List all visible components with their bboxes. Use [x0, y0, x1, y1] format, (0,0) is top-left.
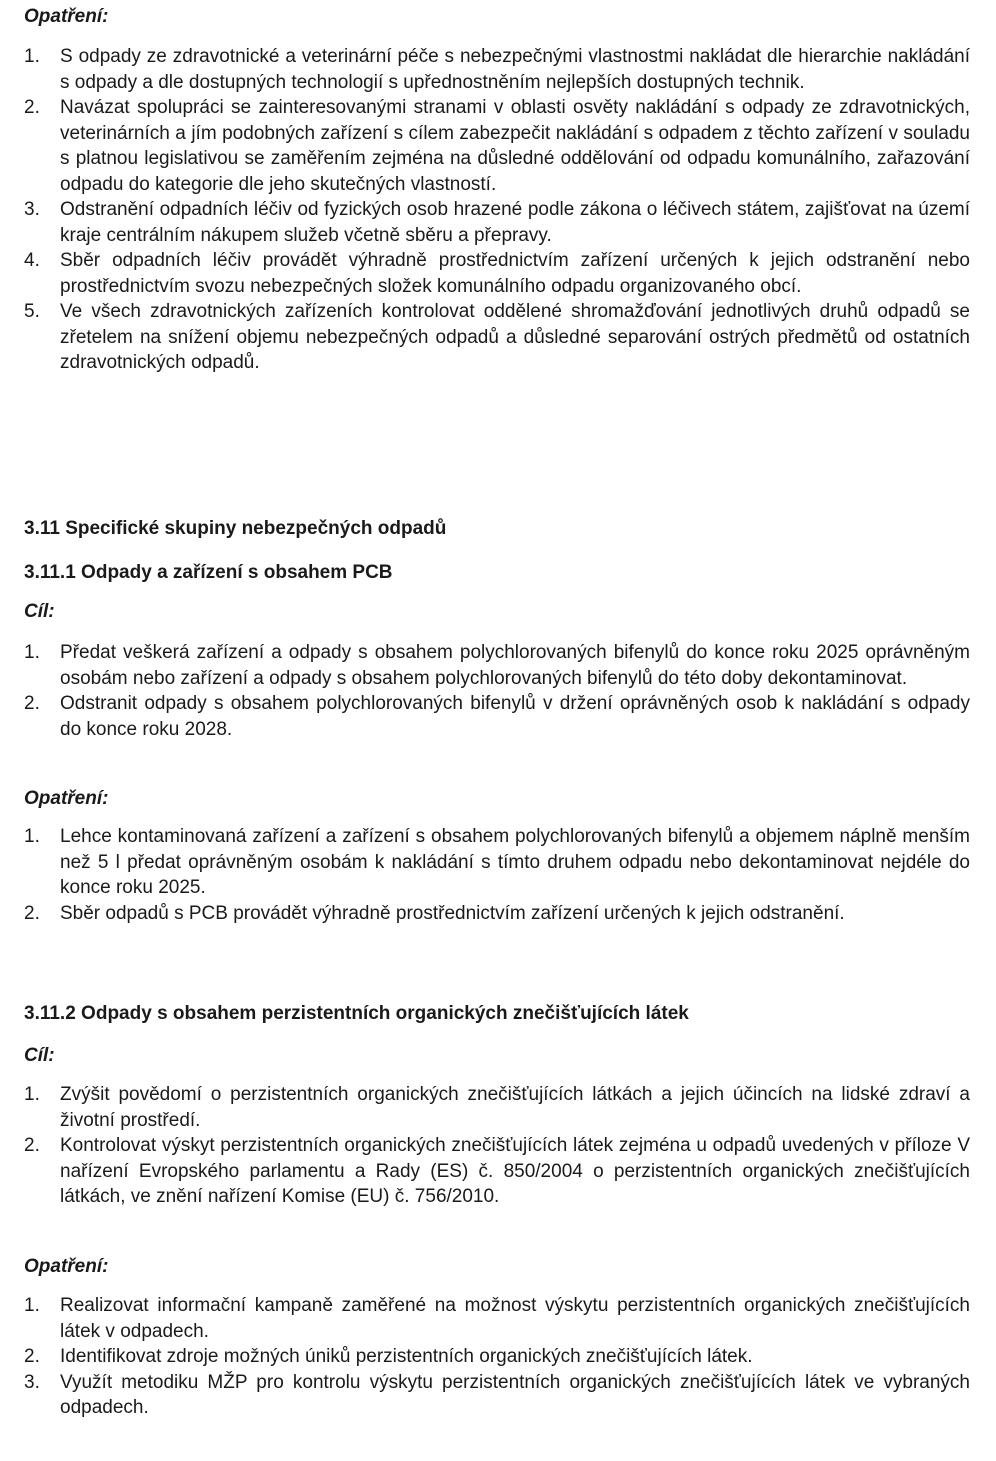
measures-block-waste-healthcare	[24, 4, 970, 29]
measures-heading: Opatření:	[24, 6, 109, 27]
list-item	[24, 640, 970, 691]
list-item-text: S odpady ze zdravotnické a veterinární péče s nebezpečnými vlastnostmi nakládat dle hierarchie nakládání s odpady a dle dostupných technologií s upřednostněním nejlepších dostupných technik.	[60, 46, 970, 93]
list-item-text: Realizovat informační kampaně zaměřené na možnost výskytu perzistentních organických znečišťujících látek v odpadech.	[60, 1295, 970, 1342]
list-item-text: Využít metodiku MŽP pro kontrolu výskytu perzistentních organických znečišťujících látek ve vybraných odpadech.	[60, 1371, 970, 1418]
list-item-text: Ve všech zdravotnických zařízeních kontrolovat oddělené shromažďování jednotlivých druhů odpadů se zřetelem na snížení objemu nebezpečných odpadů a důsledné separování ostrých předmětů od ostatních zdravotnických odpadů.	[60, 301, 970, 373]
list-item	[24, 824, 970, 901]
measures-list-pop	[24, 1293, 970, 1421]
list-item-number: 2.	[24, 693, 40, 714]
section-heading-3-11-1: 3.11.1 Odpady a zařízení s obsahem PCB	[24, 562, 393, 583]
list-item-number: 1.	[24, 642, 40, 663]
list-item	[24, 1082, 970, 1133]
list-item-text: Předat veškerá zařízení a odpady s obsahem polychlorovaných bifenylů do konce roku 2025 oprávněným osobám nebo zařízení a odpady s obsahem polychlorovaných bifenylů do této doby dekontaminovat.	[60, 642, 970, 689]
goal-list-pop	[24, 1082, 970, 1210]
list-item	[24, 299, 970, 376]
list-item-number: 3.	[24, 1371, 40, 1393]
list-item-number: 1.	[24, 1084, 40, 1105]
list-item-text: Zvýšit povědomí o perzistentních organických znečišťujících látkách a jejich účincích na lidské zdraví a životní prostředí.	[60, 1084, 970, 1131]
measures-list-pcb	[24, 824, 970, 926]
list-item-text: Lehce kontaminovaná zařízení a zařízení s obsahem polychlorovaných bifenylů a objemem náplně menším než 5 l předat oprávněným osobám k nakládání s tímto druhem odpadu nebo dekontaminovat nejdéle do konce roku 2025.	[60, 826, 970, 898]
list-item-text: Sběr odpadních léčiv provádět výhradně prostřednictvím zařízení určených k jejich odstranění nebo prostřednictvím svozu nebezpečných složek komunálního odpadu organizovaného obcí.	[60, 250, 970, 297]
list-item-number: 2.	[24, 902, 40, 924]
measures-list	[24, 44, 970, 376]
list-item-number: 1.	[24, 46, 40, 67]
list-item	[24, 95, 970, 197]
list-item	[24, 248, 970, 299]
list-item-number: 2.	[24, 97, 40, 118]
list-item-text: Sběr odpadů s PCB provádět výhradně prostřednictvím zařízení určených k jejich odstranění.	[60, 902, 845, 924]
list-item-number: 1.	[24, 826, 40, 847]
measures-heading-pop: Opatření:	[24, 1256, 109, 1277]
list-item	[24, 1133, 970, 1210]
measures-heading-pcb: Opatření:	[24, 788, 109, 809]
list-item-text: Kontrolovat výskyt perzistentních organických znečišťujících látek zejména u odpadů uvedených v příloze V nařízení Evropského parlamentu a Rady (ES) č. 850/2004 o perzistentních organických znečišťujících látkách, ve znění nařízení Komise (EU) č. 756/2010.	[60, 1135, 970, 1207]
list-item	[24, 1344, 970, 1370]
list-item	[24, 44, 970, 95]
list-item-number: 3.	[24, 199, 40, 220]
list-item-number: 2.	[24, 1135, 40, 1156]
list-item-number: 4.	[24, 250, 40, 271]
list-item-text: Identifikovat zdroje možných úniků perzistentních organických znečišťujících látek.	[60, 1346, 753, 1367]
list-item-number: 5.	[24, 301, 40, 322]
goal-heading-pop: Cíl:	[24, 1045, 55, 1066]
section-heading-3-11: 3.11 Specifické skupiny nebezpečných odpadů	[24, 518, 447, 539]
list-item-text: Odstranit odpady s obsahem polychlorovaných bifenylů v držení oprávněných osob k nakládání s odpady do konce roku 2028.	[60, 693, 970, 740]
list-item-text: Navázat spolupráci se zainteresovanými stranami v oblasti osvěty nakládání s odpady ze zdravotnických, veterinárních a jím podobných zařízení s cílem zabezpečit nakládání s odpadem z těchto zařízení v souladu s platnou legislativou se zaměřením zejména na důsledné oddělování od odpadu komunálního, zařazování odpadu do kategorie dle jeho skutečných vlastností.	[60, 97, 970, 195]
goal-heading-pcb: Cíl:	[24, 601, 55, 622]
section-heading-3-11-2: 3.11.2 Odpady s obsahem perzistentních organických znečišťujících látek	[24, 1003, 689, 1024]
list-item	[24, 901, 970, 927]
list-item-number: 1.	[24, 1295, 40, 1316]
list-item	[24, 197, 970, 248]
list-item	[24, 1293, 970, 1344]
list-item-text: Odstranění odpadních léčiv od fyzických osob hrazené podle zákona o léčivech státem, zajišťovat na území kraje centrálním nákupem služeb včetně sběru a přepravy.	[60, 199, 970, 246]
list-item	[24, 691, 970, 742]
list-item-number: 2.	[24, 1346, 40, 1367]
goal-list-pcb	[24, 640, 970, 742]
list-item	[24, 1370, 970, 1421]
